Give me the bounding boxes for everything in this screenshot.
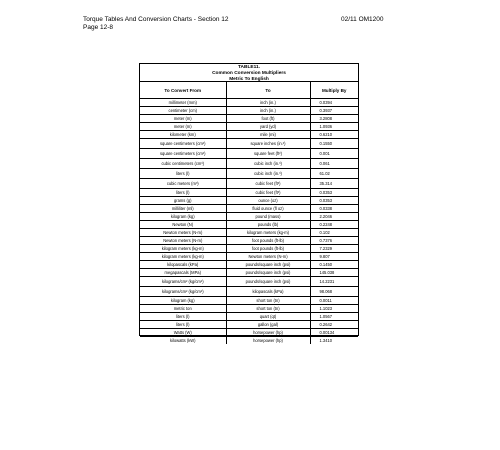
cell-multiplier: 1.0936 [310,123,358,131]
table-row [140,197,358,205]
cell-multiplier: 0.0353 [310,189,358,197]
table-row [140,237,358,245]
cell-multiplier: 1.0567 [310,313,358,321]
cell-convert-from: kilogram meters (kg-m) [140,245,226,253]
cell-convert-to: ounce (oz) [226,197,310,205]
table-row [140,205,358,213]
cell-convert-from: kilometer (km) [140,131,226,139]
cell-convert-to: mile (mi) [226,131,310,139]
table-row [140,159,358,169]
cell-convert-from: Newton meters (N-m) [140,237,226,245]
table-header-row [140,82,358,99]
table-row [140,277,358,287]
cell-convert-from: liters (l) [140,189,226,197]
cell-multiplier: 3.2808 [310,115,358,123]
cell-convert-to: pound (mass) [226,213,310,221]
cell-convert-to: pounds (lb) [226,221,310,229]
cell-convert-from: centimeter (cm) [140,107,226,115]
table-row [140,297,358,305]
column-header-to: To [226,82,310,99]
cell-convert-to: foot pounds (ft-lb) [226,245,310,253]
cell-convert-from: liters (l) [140,313,226,321]
cell-convert-to: cubic inch (in.³) [226,169,310,179]
table-row [140,149,358,159]
page-number: Page 12-8 [83,24,113,31]
column-header-multiply-text: Multiply By [321,87,347,93]
cell-convert-to: short ton (tn) [226,305,310,313]
table-row [140,261,358,269]
table-row [140,305,358,313]
cell-multiplier: 0.6210 [310,131,358,139]
table-row [140,179,358,189]
cell-convert-to: inch (in.) [226,99,310,107]
cell-multiplier: 0.2642 [310,321,358,329]
cell-convert-to: inch (in.) [226,107,310,115]
conversion-table [140,82,358,344]
cell-multiplier: 145.038 [310,269,358,277]
cell-convert-from: millimeter (mm) [140,99,226,107]
cell-convert-from: metric ton [140,305,226,313]
cell-convert-to: cubic feet (ft³) [226,189,310,197]
table-row [140,269,358,277]
table-row [140,99,358,107]
cell-convert-to: quart (qt) [226,313,310,321]
cell-multiplier: 0.1450 [310,261,358,269]
cell-convert-to: yard (yd) [226,123,310,131]
cell-convert-to: foot (ft) [226,115,310,123]
cell-multiplier: 9.807 [310,253,358,261]
cell-convert-from: cubic meters (m³) [140,179,226,189]
cell-multiplier: 2.2046 [310,213,358,221]
table-row [140,321,358,329]
date-code: 02/11 OM1200 [341,16,384,23]
cell-convert-from: kilopascals (kPa) [140,261,226,269]
table-row [140,253,358,261]
cell-convert-from: cubic centimeters (cm³) [140,159,226,169]
table-row [140,245,358,253]
table-row [140,123,358,131]
cell-convert-to: Newton meters (N-m) [226,253,310,261]
table-row [140,229,358,237]
cell-convert-from: square centimeters (cm²) [140,139,226,149]
table-row [140,189,358,197]
cell-multiplier: 61.02 [310,169,358,179]
cell-convert-to: cubic inch (in.³) [226,159,310,169]
cell-convert-to: short ton (tn) [226,297,310,305]
cell-convert-to: cubic feet (ft³) [226,179,310,189]
cell-multiplier: 14.2231 [310,277,358,287]
cell-convert-from: megapascals (MPa) [140,269,226,277]
table-row [140,337,358,345]
cell-multiplier: 0.2248 [310,221,358,229]
column-header-multiply [310,82,358,99]
cell-convert-from: kilogram (kg) [140,297,226,305]
table-row [140,287,358,297]
cell-convert-to: horsepower (hp) [226,337,310,345]
cell-convert-from: liters (l) [140,321,226,329]
table-title-line: Metric To English [229,77,269,82]
conversion-table-container [139,63,359,343]
table-row [140,313,358,321]
cell-multiplier: 0.0353 [310,197,358,205]
cell-convert-to: pounds/square inch (psi) [226,261,310,269]
cell-convert-from: kilowatts (kW) [140,337,226,345]
table-row [140,221,358,229]
cell-multiplier: 0.7376 [310,237,358,245]
table-row [140,169,358,179]
cell-convert-to: foot pounds (ft-lb) [226,237,310,245]
cell-convert-to: kilopascals (kPa) [226,287,310,297]
cell-convert-from: meter (m) [140,123,226,131]
cell-convert-from: liters (l) [140,169,226,179]
cell-multiplier: 0.00134 [310,329,358,337]
table-body [140,99,358,345]
cell-convert-to: pounds/square inch (psi) [226,277,310,287]
cell-convert-to: square feet (ft²) [226,149,310,159]
cell-multiplier: 0.0011 [310,297,358,305]
cell-convert-from: grams (g) [140,197,226,205]
cell-multiplier: 0.1550 [310,139,358,149]
table-row [140,329,358,337]
cell-convert-from: meter (m) [140,115,226,123]
cell-convert-to: horsepower (hp) [226,329,310,337]
table-title-line: TABLE11. [237,65,261,70]
cell-multiplier: 0.0338 [310,205,358,213]
cell-convert-to: kilogram meters (kg-m) [226,229,310,237]
column-header-from: To Convert From [140,82,226,99]
cell-convert-from: Newton meters (N-m) [140,229,226,237]
cell-multiplier: 0.3937 [310,107,358,115]
table-row [140,139,358,149]
cell-multiplier: 7.2329 [310,245,358,253]
cell-convert-from: kilogram (kg) [140,213,226,221]
cell-convert-to: pounds/square inch (psi) [226,269,310,277]
table-title [140,64,358,82]
cell-convert-to: fluid ounce (fl oz) [226,205,310,213]
cell-convert-to: gallon (gal) [226,321,310,329]
cell-convert-from: square centimeters (cm²) [140,149,226,159]
cell-convert-from: Watts (W) [140,329,226,337]
table-row [140,107,358,115]
cell-multiplier: 0.001 [310,149,358,159]
table-row [140,131,358,139]
cell-multiplier: 35.314 [310,179,358,189]
cell-multiplier: 1.1023 [310,305,358,313]
cell-convert-from: kilograms/cm² (kg/cm²) [140,287,226,297]
cell-convert-from: kilogram meters (kg-m) [140,253,226,261]
page-header [83,16,229,32]
cell-multiplier: 1.3410 [310,337,358,345]
cell-convert-from: kilograms/cm² (kg/cm²) [140,277,226,287]
table-row [140,115,358,123]
table-row [140,213,358,221]
document-title: Torque Tables And Conversion Charts - Section 12 [83,16,229,23]
cell-multiplier: 0.0394 [310,99,358,107]
cell-convert-from: Newton (N) [140,221,226,229]
cell-multiplier: 0.061 [310,159,358,169]
cell-multiplier: 0.102 [310,229,358,237]
table-title-line: Common Conversion Multipliers [212,71,286,76]
cell-multiplier: 98.068 [310,287,358,297]
cell-convert-to: square inches (in.²) [226,139,310,149]
cell-convert-from: milliliter (ml) [140,205,226,213]
